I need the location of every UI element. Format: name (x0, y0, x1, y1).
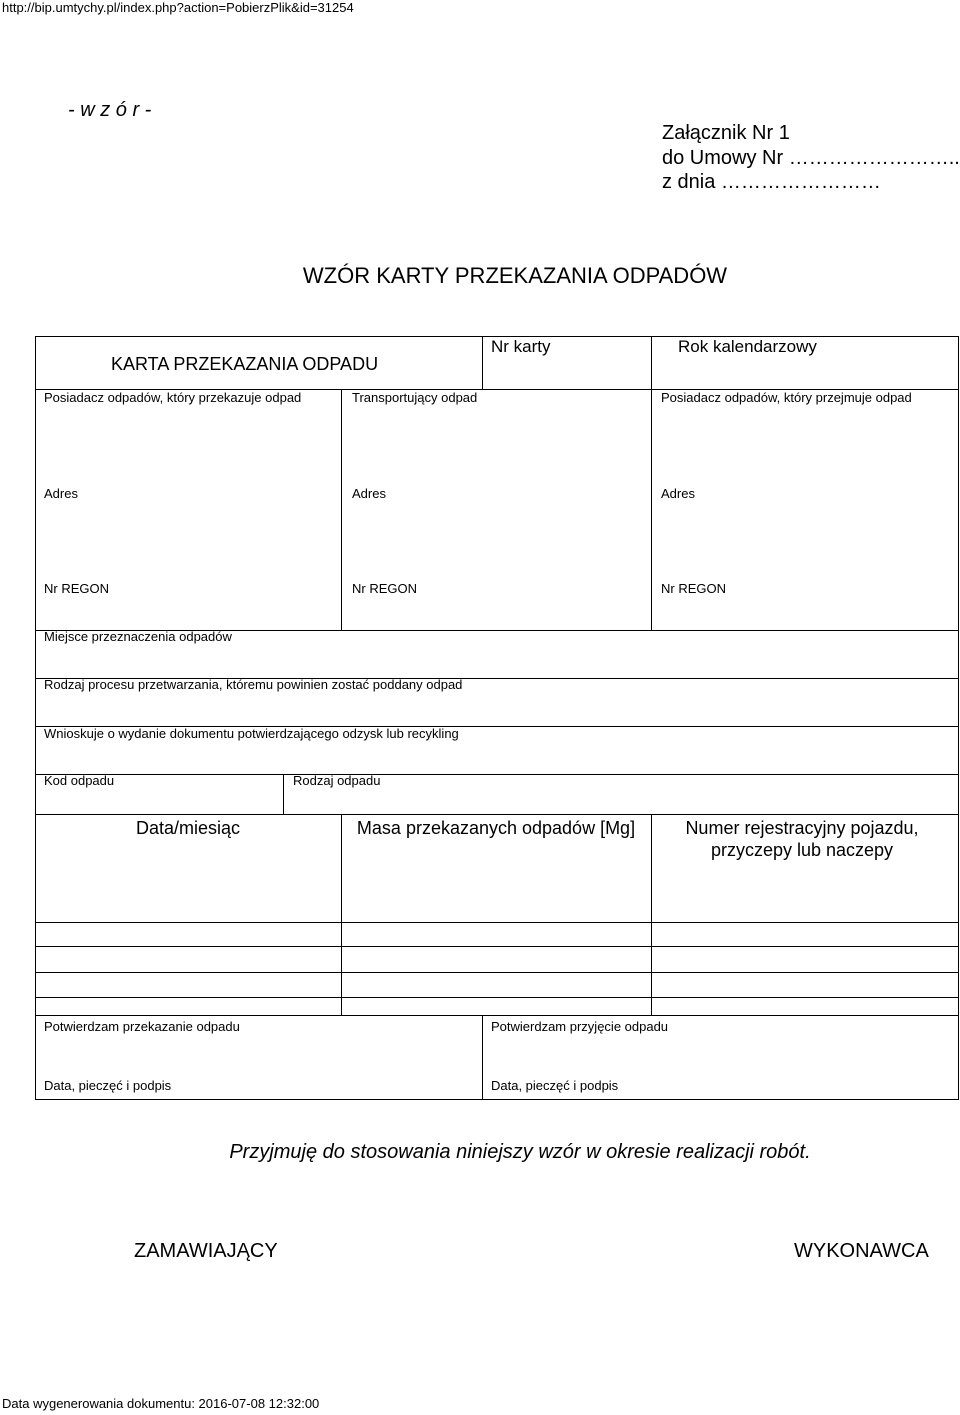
annex-line-2: do Umowy Nr …………………….. (662, 147, 960, 169)
transporter-regon-label: Nr REGON (352, 581, 417, 596)
confirm-transfer-label: Potwierdzam przekazanie odpadu (44, 1019, 240, 1034)
sender-signature-label: Data, pieczęć i podpis (44, 1078, 172, 1093)
waste-type-label: Rodzaj odpadu (293, 773, 381, 788)
transporter-header: Transportujący odpad (352, 390, 478, 405)
divider (35, 814, 959, 815)
annex-line-3: z dnia …………………… (662, 171, 881, 193)
vehicle-number-header: Numer rejestracyjny pojazdu, przyczepy lub naczepy (685, 818, 919, 860)
page-title: WZÓR KARTY PRZEKAZANIA ODPADÓW (302, 263, 728, 288)
annex-line-1: Załącznik Nr 1 (662, 122, 790, 144)
receiver-header: Posiadacz odpadów, który przejmuje odpad (661, 390, 912, 405)
divider (651, 814, 652, 1015)
destination-label: Miejsce przeznaczenia odpadów (44, 629, 232, 644)
divider (35, 946, 959, 947)
divider (341, 814, 342, 1015)
divider (482, 1015, 483, 1100)
acceptance-statement: Przyjmuję do stosowania niniejszy wzór w okresie realizacji robót. (229, 1141, 811, 1163)
receiver-signature-label: Data, pieczęć i podpis (491, 1078, 619, 1093)
divider (482, 336, 483, 389)
waste-transfer-card (35, 336, 959, 1100)
divider (341, 389, 342, 630)
wykonawca-label: WYKONAWCA (794, 1240, 929, 1262)
divider (35, 922, 959, 923)
divider (651, 336, 652, 389)
mass-header: Masa przekazanych odpadów [Mg] (356, 818, 636, 838)
divider (283, 774, 284, 814)
rok-label: Rok kalendarzowy (678, 337, 817, 356)
process-type-label: Rodzaj procesu przetwarzania, któremu powinien zostać poddany odpad (44, 677, 463, 692)
zamawiajacy-label: ZAMAWIAJĄCY (134, 1240, 278, 1262)
divider (35, 972, 959, 973)
source-url: http://bip.umtychy.pl/index.php?action=PobierzPlik&id=31254 (2, 0, 354, 15)
sender-address-label: Adres (44, 486, 78, 501)
sender-regon-label: Nr REGON (44, 581, 109, 596)
date-month-header: Data/miesiąc (135, 818, 241, 838)
divider (35, 997, 959, 998)
divider (35, 774, 959, 775)
waste-code-label: Kod odpadu (44, 773, 115, 788)
generation-date: Data wygenerowania dokumentu: 2016-07-08 12:32:00 (2, 1396, 320, 1411)
receiver-address-label: Adres (661, 486, 695, 501)
nr-karty-label: Nr karty (491, 337, 551, 356)
confirm-receipt-label: Potwierdzam przyjęcie odpadu (491, 1019, 669, 1034)
card-title: KARTA PRZEKAZANIA ODPADU (111, 354, 379, 374)
sender-header: Posiadacz odpadów, który przekazuje odpad (44, 390, 302, 405)
divider (35, 1015, 959, 1016)
wzor-mark: - w z ó r - (68, 99, 152, 121)
transporter-address-label: Adres (352, 486, 386, 501)
recovery-request-label: Wnioskuje o wydanie dokumentu potwierdzającego odzysk lub recykling (44, 726, 459, 741)
divider (651, 389, 652, 630)
receiver-regon-label: Nr REGON (661, 581, 726, 596)
